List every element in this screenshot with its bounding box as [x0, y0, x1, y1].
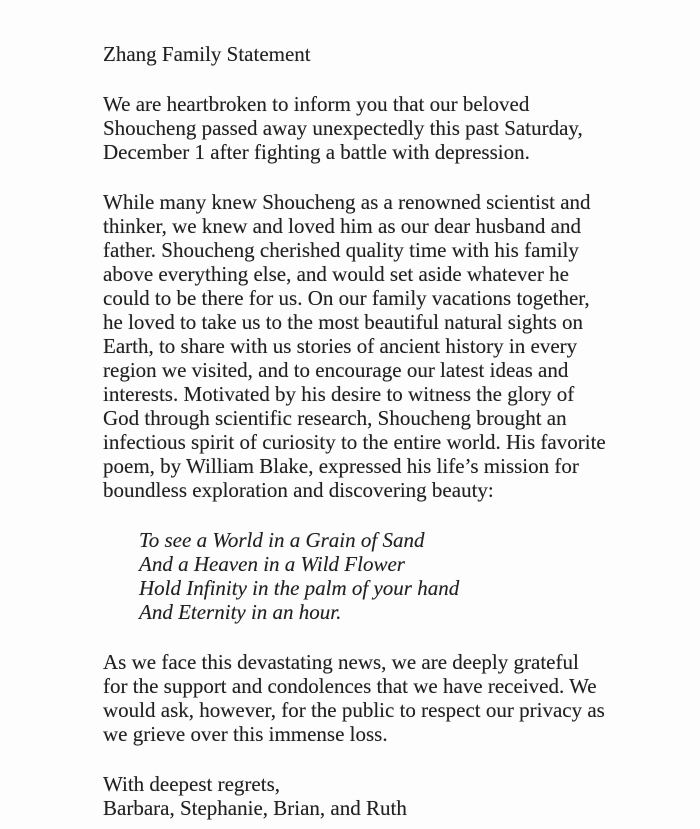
text-line: boundless exploration and discovering beauty:	[103, 478, 494, 502]
paragraph-normal	[103, 190, 660, 502]
text-line: we grieve over this immense loss.	[103, 722, 388, 746]
text-line: With deepest regrets,	[103, 772, 281, 796]
paragraph-normal	[103, 650, 660, 746]
paragraph-poem	[139, 528, 660, 624]
text-line: Earth, to share with us stories of ancient history in every	[103, 334, 578, 358]
text-line: To see a World in a Grain of Sand	[139, 528, 425, 552]
text-line: thinker, we knew and loved him as our dear husband and	[103, 214, 581, 238]
text-line: God through scientific research, Shoucheng brought an	[103, 406, 567, 430]
text-line: for the support and condolences that we have received. We	[103, 674, 597, 698]
text-line: could to be there for us. On our family vacations together,	[103, 286, 590, 310]
text-line: interests. Motivated by his desire to witness the glory of	[103, 382, 575, 406]
text-line: region we visited, and to encourage our latest ideas and	[103, 358, 569, 382]
text-line: And a Heaven in a Wild Flower	[139, 552, 405, 576]
document-title: Zhang Family Statement	[103, 42, 311, 66]
document-body	[103, 92, 660, 820]
text-line: And Eternity in an hour.	[139, 600, 342, 624]
text-line: December 1 after fighting a battle with depression.	[103, 140, 530, 164]
text-line: Hold Infinity in the palm of your hand	[139, 576, 460, 600]
text-line: As we face this devastating news, we are deeply grateful	[103, 650, 579, 674]
text-line: father. Shoucheng cherished quality time with his family	[103, 238, 579, 262]
paragraph-normal	[103, 92, 660, 164]
paragraph-signoff	[103, 772, 660, 820]
text-line: We are heartbroken to inform you that our beloved	[103, 92, 530, 116]
text-line: above everything else, and would set aside whatever he	[103, 262, 569, 286]
text-line: would ask, however, for the public to respect our privacy as	[103, 698, 605, 722]
text-line: While many knew Shoucheng as a renowned scientist and	[103, 190, 591, 214]
text-line: Shoucheng passed away unexpectedly this past Saturday,	[103, 116, 583, 140]
text-line: infectious spirit of curiosity to the entire world. His favorite	[103, 430, 606, 454]
text-line: poem, by William Blake, expressed his life’s mission for	[103, 454, 579, 478]
text-line: Barbara, Stephanie, Brian, and Ruth	[103, 796, 407, 820]
text-line: he loved to take us to the most beautiful natural sights on	[103, 310, 583, 334]
